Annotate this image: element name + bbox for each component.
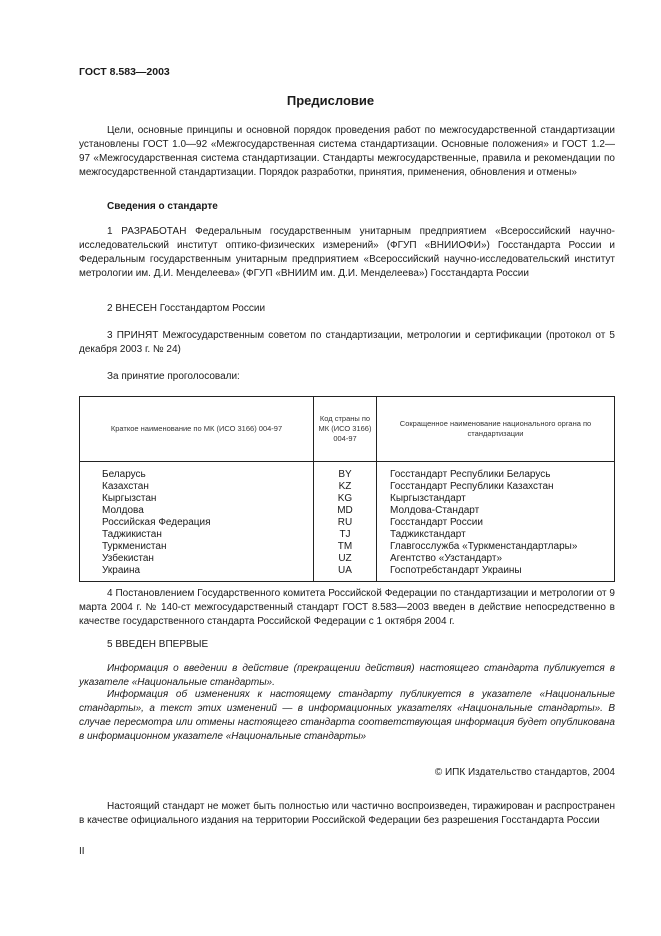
intro-paragraph: Цели, основные принципы и основной порядок проведения работ по межгосударственной стандартизации установлены ГОСТ 1.0—92 «Межгосударственная система стандартизации. Основные положения» и ГОСТ 1.2—97 «Межгосударственная система стандартизации. Стандарты межгосударственные, правила и рекомендации по межгосударственной стандартизации. Порядок разработки, принятия, применения, обновления и отмены» — [79, 125, 615, 178]
table-row — [80, 493, 615, 505]
item-enacted: 4 Постановлением Государственного комитета Российской Федерации по стандартизации и метрологии от 9 марта 2004 г. № 140-ст межгосударственный стандарт ГОСТ 8.583—2003 введен в действие непосредственно в качестве государственного стандарта Российской Федерации с 1 октября 2004 г. — [79, 588, 615, 627]
country-cell: Молдова — [80, 505, 314, 517]
table-row — [80, 529, 615, 541]
item-first-introduced: 5 ВВЕДЕН ВПЕРВЫЕ — [107, 639, 209, 650]
country-cell: Казахстан — [80, 481, 314, 493]
standards-body-cell: Кыргызстандарт — [377, 493, 615, 505]
table-row — [80, 553, 615, 565]
page-number: II — [79, 846, 85, 857]
copyright: © ИПК Издательство стандартов, 2004 — [434, 767, 615, 778]
standards-body-cell: Госстандарт Республики Беларусь — [377, 462, 615, 482]
standards-body-cell: Госпотребстандарт Украины — [377, 565, 615, 582]
column-header-code: Код страны по МК (ИСО 3166) 004-97 — [314, 397, 377, 462]
country-cell: Кыргызстан — [80, 493, 314, 505]
country-code-cell: TM — [314, 541, 377, 553]
country-code-cell: MD — [314, 505, 377, 517]
page-title: Предисловие — [286, 93, 375, 108]
standards-body-cell: Таджикстандарт — [377, 529, 615, 541]
country-code-cell: KG — [314, 493, 377, 505]
country-cell: Туркменистан — [80, 541, 314, 553]
standards-body-cell: Госстандарт Республики Казахстан — [377, 481, 615, 493]
table-row — [80, 565, 615, 582]
voting-table — [79, 396, 615, 582]
item-introduced: 2 ВНЕСЕН Госстандартом России — [107, 303, 266, 314]
standards-body-cell: Главгосслужба «Туркменстандартлары» — [377, 541, 615, 553]
country-cell: Узбекистан — [80, 553, 314, 565]
table-row — [80, 541, 615, 553]
table-header-row — [80, 397, 615, 462]
country-cell: Российская Федерация — [80, 517, 314, 529]
country-code-cell: RU — [314, 517, 377, 529]
country-cell: Таджикистан — [80, 529, 314, 541]
country-code-cell: TJ — [314, 529, 377, 541]
standards-body-cell: Молдова-Стандарт — [377, 505, 615, 517]
vote-intro: За принятие проголосовали: — [107, 371, 240, 382]
standards-body-cell: Госстандарт России — [377, 517, 615, 529]
country-code-cell: KZ — [314, 481, 377, 493]
table-row — [80, 517, 615, 529]
item-developed: 1 РАЗРАБОТАН Федеральным государственным унитарным предприятием «Всероссийский научно-исследовательский институт оптико-физических измерений» (ФГУП «ВНИИОФИ») Госстандарта России и Федеральным государственным унитарным предприятием «Всероссийский научно-исследовательский институт метрологии им. Д.И. Менделеева» (ФГУП «ВНИИМ им. Д.И. Менделеева») Госстандарта России — [79, 226, 615, 279]
table-row — [80, 505, 615, 517]
column-header-country: Краткое наименование по МК (ИСО 3166) 004-97 — [80, 397, 314, 462]
table-row — [80, 462, 615, 482]
country-cell: Украина — [80, 565, 314, 582]
notice-enactment-info: Информация о введении в действие (прекращении действия) настоящего стандарта публикуется в указателе «Национальные стандарты». — [79, 663, 615, 688]
document-id: ГОСТ 8.583—2003 — [79, 66, 170, 78]
country-code-cell: BY — [314, 462, 377, 482]
country-cell: Беларусь — [80, 462, 314, 482]
country-code-cell: UA — [314, 565, 377, 582]
standards-body-cell: Агентство «Узстандарт» — [377, 553, 615, 565]
notice-changes-info: Информация об изменениях к настоящему стандарту публикуется в указателе «Национальные стандарты», а текст этих изменений — в информационных указателях «Национальные стандарты». В случае пересмотра или отмены настоящего стандарта соответствующая информация будет опубликована в информационном указателе «Национальные стандарты» — [79, 689, 615, 742]
rights-notice: Настоящий стандарт не может быть полностью или частично воспроизведен, тиражирован и распространен в качестве официального издания на территории Российской Федерации без разрешения Госстандарта России — [79, 801, 615, 826]
country-code-cell: UZ — [314, 553, 377, 565]
item-adopted: 3 ПРИНЯТ Межгосударственным советом по стандартизации, метрологии и сертификации (протокол от 5 декабря 2003 г. № 24) — [79, 330, 615, 355]
table-row — [80, 481, 615, 493]
info-heading: Сведения о стандарте — [107, 201, 218, 212]
column-header-body: Сокращенное наименование национального органа по стандартизации — [377, 397, 615, 462]
